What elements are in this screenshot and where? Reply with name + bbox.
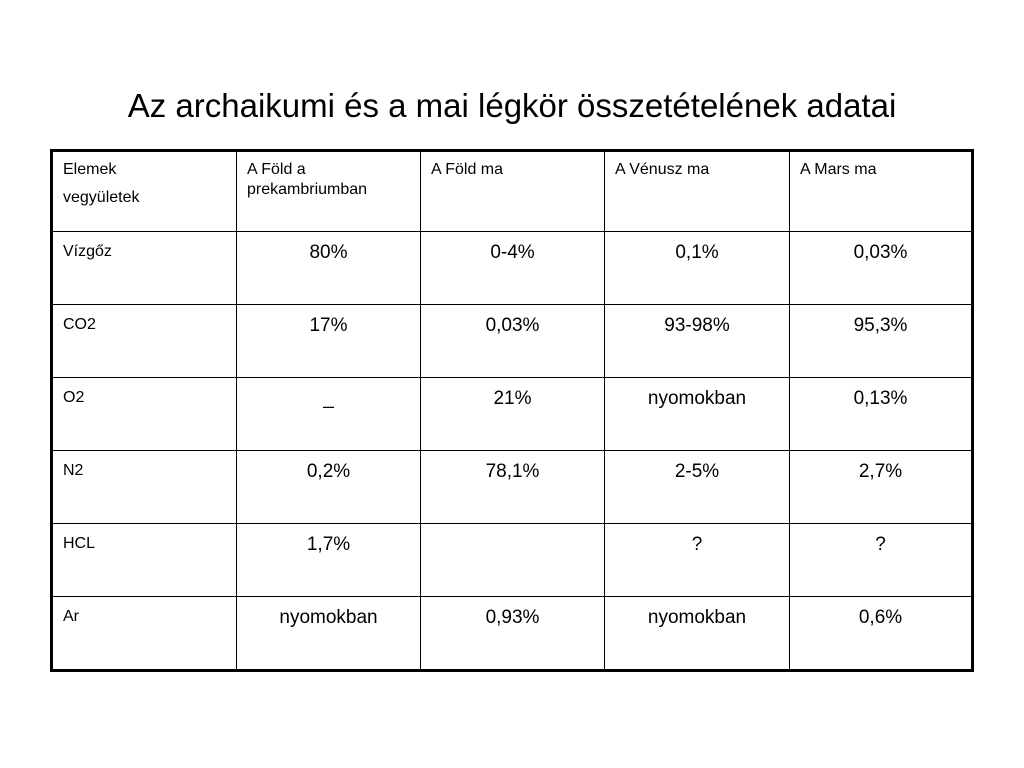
table-cell: 21% <box>421 378 605 451</box>
table-cell: ? <box>790 524 973 597</box>
table-cell: 0,2% <box>237 451 421 524</box>
row-label-cell <box>52 232 237 305</box>
table-cell: 0-4% <box>421 232 605 305</box>
table-row <box>52 524 973 597</box>
row-label: CO2 <box>63 316 96 333</box>
table-cell: 0,13% <box>790 378 973 451</box>
table-row <box>52 305 973 378</box>
header-label-line2: vegyületek <box>63 189 140 206</box>
table-row <box>52 597 973 671</box>
table-cell: 2-5% <box>605 451 790 524</box>
table-row <box>52 232 973 305</box>
row-label-cell <box>52 451 237 524</box>
table-header-row <box>52 151 973 232</box>
header-label-line1: A Föld a <box>247 161 306 178</box>
header-cell-elements <box>52 151 237 232</box>
header-label: A Mars ma <box>800 161 877 178</box>
table-cell: nyomokban <box>605 378 790 451</box>
row-label: Ar <box>63 608 79 625</box>
header-cell-mars-today <box>790 151 973 232</box>
row-label-cell <box>52 378 237 451</box>
table-row <box>52 451 973 524</box>
row-label-cell <box>52 597 237 671</box>
table-cell: 2,7% <box>790 451 973 524</box>
table-cell: nyomokban <box>237 597 421 671</box>
header-cell-earth-precambrian <box>237 151 421 232</box>
table-cell: 0,93% <box>421 597 605 671</box>
table-cell: 80% <box>237 232 421 305</box>
header-label: A Föld ma <box>431 161 504 178</box>
table-cell: 95,3% <box>790 305 973 378</box>
row-label: Vízgőz <box>63 243 112 260</box>
header-label: A Vénusz ma <box>615 161 710 178</box>
table-cell: 78,1% <box>421 451 605 524</box>
table-cell: 0,03% <box>790 232 973 305</box>
table-cell: 1,7% <box>237 524 421 597</box>
table-row <box>52 378 973 451</box>
row-label: O2 <box>63 389 85 406</box>
header-label-line1: Elemek <box>63 161 117 178</box>
header-cell-venus-today <box>605 151 790 232</box>
table-cell: 93-98% <box>605 305 790 378</box>
row-label: N2 <box>63 462 84 479</box>
table-cell: 0,6% <box>790 597 973 671</box>
table-cell: ? <box>605 524 790 597</box>
table-cell: 0,1% <box>605 232 790 305</box>
header-cell-earth-today <box>421 151 605 232</box>
header-label-line2: prekambriumban <box>247 181 368 198</box>
composition-table <box>50 149 974 672</box>
row-label: HCL <box>63 535 96 552</box>
table-cell: _ <box>237 378 421 451</box>
row-label-cell <box>52 305 237 378</box>
table-cell: 0,03% <box>421 305 605 378</box>
row-label-cell <box>52 524 237 597</box>
table-cell <box>421 524 605 597</box>
slide-title: Az archaikumi és a mai légkör összetételének adatai <box>127 87 897 124</box>
table-cell: 17% <box>237 305 421 378</box>
table-cell: nyomokban <box>605 597 790 671</box>
